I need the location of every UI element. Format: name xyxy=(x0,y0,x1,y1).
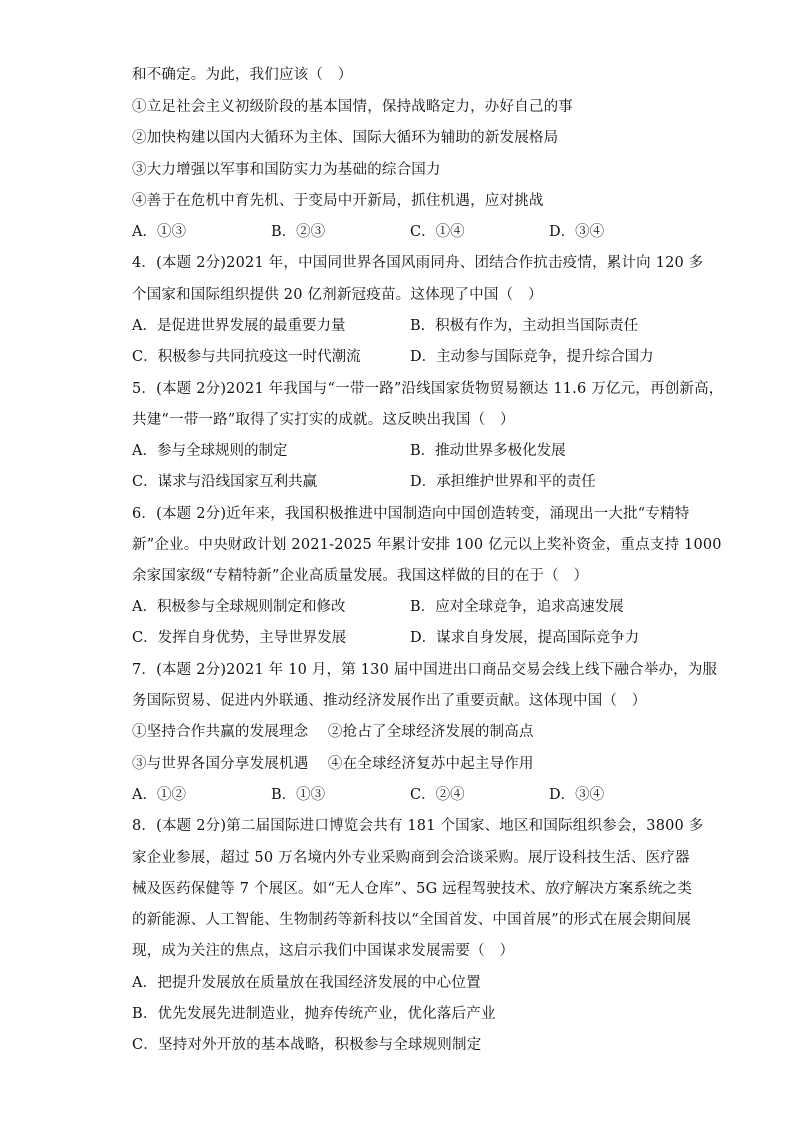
q5-stem-line-2: 共建“一带一路”取得了实打实的成就。这反映出我国（ ） xyxy=(132,412,515,428)
q6-stem-line-1: 6．(本题 2分)近年来，我国积极推进中国制造向中国创造转变，涌现出一大批“专精特 xyxy=(132,506,690,522)
q7-option-c: C．②④ xyxy=(410,787,465,803)
q7-option-b: B．①③ xyxy=(271,787,326,803)
q8-option-a: A．把提升发展放在质量放在我国经济发展的中心位置 xyxy=(132,975,481,991)
q4-stem-line-1: 4．(本题 2分)2021 年，中国同世界各国风雨同舟、团结合作抗击疫情，累计向 120 多 xyxy=(132,255,704,271)
q8-stem-line-4: 的新能源、人工智能、生物制药等新科技以“全国首发、中国首展”的形式在展会期间展 xyxy=(132,912,692,928)
q7-stem-line-2: 务国际贸易、促进内外联通、推动经济发展作出了重要贡献。这体现中国（ ） xyxy=(132,693,647,709)
q6-option-c: C．发挥自身优势，主导世界发展 xyxy=(132,630,347,646)
q7-option-a: A．①② xyxy=(132,787,186,803)
q5-option-d: D．承担维护世界和平的责任 xyxy=(410,474,596,490)
q5-option-a: A．参与全球规则的制定 xyxy=(132,443,288,459)
q3-option-a: A．①③ xyxy=(132,224,186,240)
q4-stem-line-2: 个国家和国际组织提供 20 亿剂新冠疫苗。这体现了中国（ ） xyxy=(132,287,543,303)
q7-items-row-2: ③与世界各国分享发展机遇 ④在全球经济复苏中起主导作用 xyxy=(132,756,534,772)
q4-option-d: D．主动参与国际竞争，提升综合国力 xyxy=(410,349,654,365)
q6-stem-line-3: 余家国家级“专精特新”企业高质量发展。我国这样做的目的在于（ ） xyxy=(132,568,589,584)
q3-stem-tail: 和不确定。为此，我们应该（ ） xyxy=(132,67,353,83)
q3-item-3: ③大力增强以军事和国防实力为基础的综合国力 xyxy=(132,162,441,178)
q8-stem-line-3: 械及医药保健等 7 个展区。如“无人仓库”、5G 远程驾驶技术、放疗解决方案系统之类 xyxy=(132,881,693,897)
q7-items-row-1: ①坚持合作共赢的发展理念 ②抢占了全球经济发展的制高点 xyxy=(132,724,534,740)
q8-option-b: B．优先发展先进制造业，抛弃传统产业，优化落后产业 xyxy=(132,1006,496,1022)
q5-option-b: B．推动世界多极化发展 xyxy=(410,443,566,459)
q7-stem-line-1: 7．(本题 2分)2021 年 10 月，第 130 届中国进出口商品交易会线上线下融合举办，为服 xyxy=(132,662,718,678)
q3-option-d: D．③④ xyxy=(549,224,605,240)
q4-option-a: A．是促进世界发展的最重要力量 xyxy=(132,318,346,334)
q3-option-c: C．①④ xyxy=(410,224,465,240)
q8-stem-line-2: 家企业参展，超过 50 万名境内外专业采购商到会洽谈采购。展厅设科技生活、医疗器 xyxy=(132,850,690,866)
q3-option-b: B．②③ xyxy=(271,224,326,240)
q3-item-2: ②加快构建以国内大循环为主体、国际大循环为辅助的新发展格局 xyxy=(132,130,559,146)
q6-option-a: A．积极参与全球规则制定和修改 xyxy=(132,599,346,615)
q8-option-c: C．坚持对外开放的基本战略，积极参与全球规则制定 xyxy=(132,1037,482,1053)
q6-stem-line-2: 新”企业。中央财政计划 2021-2025 年累计安排 100 亿元以上奖补资金，重点支持 1000 xyxy=(132,537,722,553)
q4-option-c: C．积极参与共同抗疫这一时代潮流 xyxy=(132,349,361,365)
q6-option-b: B．应对全球竞争，追求高速发展 xyxy=(410,599,624,615)
q8-stem-line-1: 8．(本题 2分)第二届国际进口博览会共有 181 个国家、地区和国际组织参会，3800 多 xyxy=(132,818,704,834)
q6-option-d: D．谋求自身发展，提高国际竞争力 xyxy=(410,630,640,646)
q8-stem-line-5: 现，成为关注的焦点，这启示我们中国谋求发展需要（ ） xyxy=(132,943,515,959)
q7-option-d: D．③④ xyxy=(549,787,605,803)
q3-item-1: ①立足社会主义初级阶段的基本国情，保持战略定力，办好自己的事 xyxy=(132,99,573,115)
q5-stem-line-1: 5．(本题 2分)2021 年我国与“一带一路”沿线国家货物贸易额达 11.6 万亿元，再创新高， xyxy=(132,381,724,397)
q5-option-c: C．谋求与沿线国家互利共赢 xyxy=(132,474,318,490)
q3-item-4: ④善于在危机中育先机、于变局中开新局，抓住机遇，应对挑战 xyxy=(132,193,544,209)
q4-option-b: B．积极有作为，主动担当国际责任 xyxy=(410,318,639,334)
